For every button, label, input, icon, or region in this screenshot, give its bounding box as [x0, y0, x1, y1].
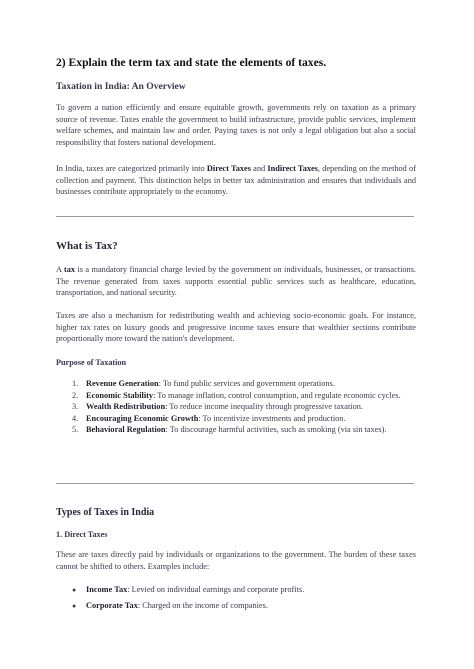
- item-number: 2.: [72, 390, 79, 400]
- item-term: Corporate Tax: [86, 601, 138, 610]
- section-divider: [56, 216, 414, 217]
- item-text: : To fund public services and government operations.: [158, 379, 335, 388]
- types-heading: Types of Taxes in India: [56, 507, 155, 518]
- item-number: 1.: [72, 379, 79, 388]
- purpose-item-1: [56, 378, 416, 390]
- direct-taxes-term: Direct Taxes: [206, 164, 251, 173]
- what-is-tax-paragraph-1: [56, 264, 416, 299]
- item-number: 4.: [72, 413, 79, 423]
- item-term: Wealth Redistribution: [86, 402, 166, 412]
- direct-taxes-heading: 1. Direct Taxes: [56, 530, 108, 539]
- item-number: 5.: [72, 425, 79, 435]
- what-is-tax-heading: What is Tax?: [56, 240, 118, 252]
- overview-heading: Taxation in India: An Overview: [56, 81, 186, 92]
- example-corporate-tax: [56, 598, 416, 614]
- text-fragment: , depending on the method of collection and payment. This distinction helps in better tax administration and ensures that individuals and businesses contribute appropriately to the economy.: [56, 164, 416, 197]
- overview-paragraph-1: To govern a nation efficiently and ensure equitable growth, governments rely on taxation as a primary source of revenue. Taxes enable the government to build infrastructure, provide public services, implement welfare schemes, and maintain law and order. Paying taxes is not only a legal obligation but also a social responsibility that fosters national development.: [56, 103, 416, 147]
- direct-taxes-paragraph: These are taxes directly paid by individuals or organizations to the government. The burden of these taxes cannot be shifted to others. Examples include:: [56, 550, 416, 571]
- item-text: : To discourage harmful activities, such as smoking (via sin taxes).: [165, 425, 387, 435]
- direct-taxes-examples: [56, 582, 416, 614]
- item-number: 3.: [72, 402, 79, 412]
- overview-paragraph-2: [56, 163, 416, 198]
- purpose-heading: Purpose of Taxation: [56, 358, 127, 367]
- example-income-tax: [56, 582, 416, 598]
- item-text: : To manage inflation, control consumption, and regulate economic cycles.: [153, 390, 401, 400]
- question-title: 2) Explain the term tax and state the elements of taxes.: [56, 56, 327, 69]
- item-text: : To incentivize investments and production.: [198, 413, 346, 423]
- purpose-list: [56, 378, 416, 436]
- item-text: : Charged on the income of companies.: [137, 601, 268, 610]
- item-term: Economic Stability: [86, 390, 154, 400]
- indirect-taxes-term: Indirect Taxes: [267, 164, 318, 173]
- purpose-item-2: [56, 390, 416, 402]
- item-term: Revenue Generation: [86, 379, 159, 388]
- text-fragment: and: [250, 164, 268, 173]
- what-is-tax-paragraph-2: Taxes are also a mechanism for redistributing wealth and achieving socio-economic goals. For instance, higher tax rates on luxury goods and progressive income taxes ensure that wealthier sections contribute proportionally more toward the nation's development.: [56, 311, 416, 344]
- bullet-icon: ●: [72, 602, 77, 610]
- tax-term: tax: [63, 265, 76, 274]
- text-fragment: is a mandatory financial charge levied by the government on individuals, businesses, or transactions. The revenue generated from taxes supports essential public services such as healthcare, education, transportation, and national security.: [56, 265, 417, 298]
- item-term: Income Tax: [86, 585, 128, 594]
- purpose-item-4: [56, 413, 416, 425]
- item-text: : To reduce income inequality through progressive taxation.: [165, 402, 363, 412]
- item-term: Behavioral Regulation: [86, 425, 166, 435]
- item-term: Encouraging Economic Growth: [86, 413, 199, 423]
- section-divider: [56, 483, 414, 484]
- text-fragment: A: [56, 265, 64, 274]
- text-fragment: In India, taxes are categorized primarily into: [56, 164, 207, 173]
- item-text: : Levied on individual earnings and corporate profits.: [127, 585, 305, 594]
- purpose-item-5: [56, 424, 416, 436]
- bullet-icon: ●: [72, 586, 77, 594]
- purpose-item-3: [56, 401, 416, 413]
